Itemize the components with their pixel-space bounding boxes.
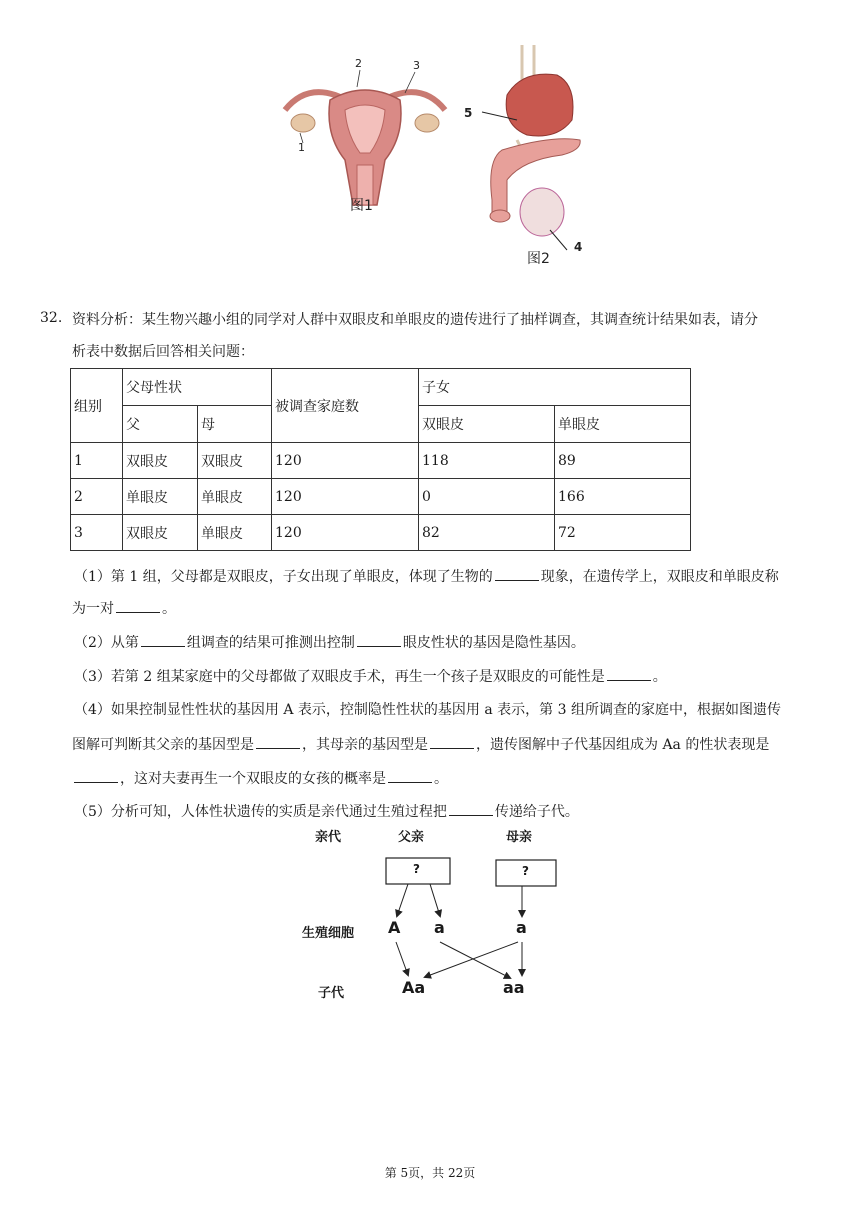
- fig1-label-2: 2: [355, 57, 362, 70]
- cell-group: 1: [71, 443, 123, 479]
- subquestion-1-line1: [74, 566, 779, 587]
- fig1-caption: 图1: [350, 198, 373, 214]
- q2-text-a: （2）从第: [74, 635, 139, 651]
- cell-father: 单眼皮: [123, 479, 198, 515]
- subquestion-1-line2: [72, 598, 176, 619]
- header-father: 父: [123, 406, 198, 443]
- cell-families: 120: [272, 443, 419, 479]
- table-row: [71, 515, 691, 551]
- subquestion-5: [74, 801, 579, 822]
- cell-mother: 双眼皮: [198, 443, 272, 479]
- subquestion-4-line1: [74, 700, 781, 720]
- q4-text-f: 。: [434, 771, 448, 787]
- answer-blank[interactable]: [357, 632, 401, 647]
- fig2-caption: 图2: [527, 251, 550, 267]
- q3-text-a: （3）若第 2 组某家庭中的父母都做了双眼皮手术，再生一个孩子是双眼皮的可能性是: [74, 669, 605, 685]
- q1-text-a: （1）第 1 组，父母都是双眼皮，子女出现了单眼皮，体现了生物的: [74, 569, 493, 585]
- question-number: 32.: [40, 310, 63, 326]
- subquestion-2: [74, 632, 585, 653]
- row-label-gamete: 生殖细胞: [302, 926, 355, 941]
- gamete-a-father: a: [434, 918, 445, 937]
- subquestion-4-line2: [72, 734, 769, 755]
- genetic-diagram: [300, 820, 560, 1010]
- fig1-label-3: 3: [413, 59, 420, 72]
- cell-single: 72: [555, 515, 691, 551]
- q5-text-b: 传递给子代。: [494, 804, 579, 820]
- row-label-child: 子代: [318, 986, 345, 1001]
- answer-blank[interactable]: [495, 566, 539, 581]
- q1-text-b: 现象，在遗传学上，双眼皮和单眼皮称: [540, 569, 779, 585]
- label-father: 父亲: [398, 830, 425, 845]
- father-genotype-unknown: ?: [413, 862, 420, 876]
- figure-2: [462, 40, 592, 270]
- figure-1: [265, 55, 465, 230]
- answer-blank[interactable]: [607, 666, 651, 681]
- q3-text-b: 。: [652, 669, 667, 685]
- q1-text-c: 为一对: [72, 601, 114, 617]
- q5-text-a: （5）分析可知，人体性状遗传的实质是亲代通过生殖过程把: [74, 804, 447, 820]
- header-single: 单眼皮: [555, 406, 691, 443]
- q4-text-d: ，遗传图解中子代基因组成为 Aa 的性状表现是: [476, 737, 770, 753]
- q2-text-b: 组调查的结果可推测出控制: [186, 635, 355, 651]
- cell-father: 双眼皮: [123, 443, 198, 479]
- answer-blank[interactable]: [116, 598, 160, 613]
- fig2-label-4: 4: [574, 240, 583, 254]
- cell-double: 118: [419, 443, 555, 479]
- cell-father: 双眼皮: [123, 515, 198, 551]
- answer-blank[interactable]: [256, 734, 300, 749]
- q4-text-c: ，其母亲的基因型是: [302, 737, 428, 753]
- header-double: 双眼皮: [419, 406, 555, 443]
- table-row: [71, 443, 691, 479]
- q4-text-e: ，这对夫妻再生一个双眼皮的女孩的概率是: [120, 771, 386, 787]
- cell-double: 0: [419, 479, 555, 515]
- cell-mother: 单眼皮: [198, 515, 272, 551]
- q2-text-c: 眼皮性状的基因是隐性基因。: [402, 635, 585, 651]
- q4-text-a: （4）如果控制显性性状的基因用 A 表示，控制隐性性状的基因用 a 表示，第 3 组所调查的家庭中，根据如图遗传: [74, 702, 781, 718]
- table-row: [71, 479, 691, 515]
- subquestion-3: [74, 666, 667, 687]
- fig1-label-1: 1: [298, 141, 305, 154]
- q4-text-b: 图解可判断其父亲的基因型是: [72, 737, 254, 753]
- header-children: 子女: [419, 369, 691, 406]
- cell-double: 82: [419, 515, 555, 551]
- fig2-label-5: 5: [464, 106, 473, 120]
- answer-blank[interactable]: [74, 768, 118, 783]
- q1-text-d: 。: [162, 601, 176, 617]
- question-stem-line1: 资料分析：某生物兴趣小组的同学对人群中双眼皮和单眼皮的遗传进行了抽样调查，其调查统计结果如表，请分: [72, 312, 758, 328]
- cell-group: 3: [71, 515, 123, 551]
- header-mother: 母: [198, 406, 272, 443]
- child-Aa: Aa: [402, 978, 426, 997]
- male-reproductive-illustration: [462, 40, 592, 270]
- cell-single: 166: [555, 479, 691, 515]
- header-families: 被调查家庭数: [272, 369, 419, 443]
- answer-blank[interactable]: [388, 768, 432, 783]
- survey-table: [70, 368, 691, 551]
- cell-single: 89: [555, 443, 691, 479]
- gamete-a-mother: a: [516, 918, 527, 937]
- cell-group: 2: [71, 479, 123, 515]
- answer-blank[interactable]: [141, 632, 185, 647]
- row-label-parent: 亲代: [315, 830, 342, 845]
- subquestion-4-line3: [72, 768, 448, 789]
- question-stem-line2: 析表中数据后回答相关问题：: [72, 344, 254, 360]
- header-group: 组别: [71, 369, 123, 443]
- gamete-A: A: [388, 918, 401, 937]
- mother-genotype-unknown: ?: [522, 864, 529, 878]
- answer-blank[interactable]: [449, 801, 493, 816]
- child-aa: aa: [503, 978, 525, 997]
- page-footer: 第 5页，共 22页: [384, 1166, 476, 1180]
- cell-families: 120: [272, 515, 419, 551]
- label-mother: 母亲: [506, 830, 533, 845]
- cell-families: 120: [272, 479, 419, 515]
- cell-mother: 单眼皮: [198, 479, 272, 515]
- answer-blank[interactable]: [430, 734, 474, 749]
- header-parents: 父母性状: [123, 369, 272, 406]
